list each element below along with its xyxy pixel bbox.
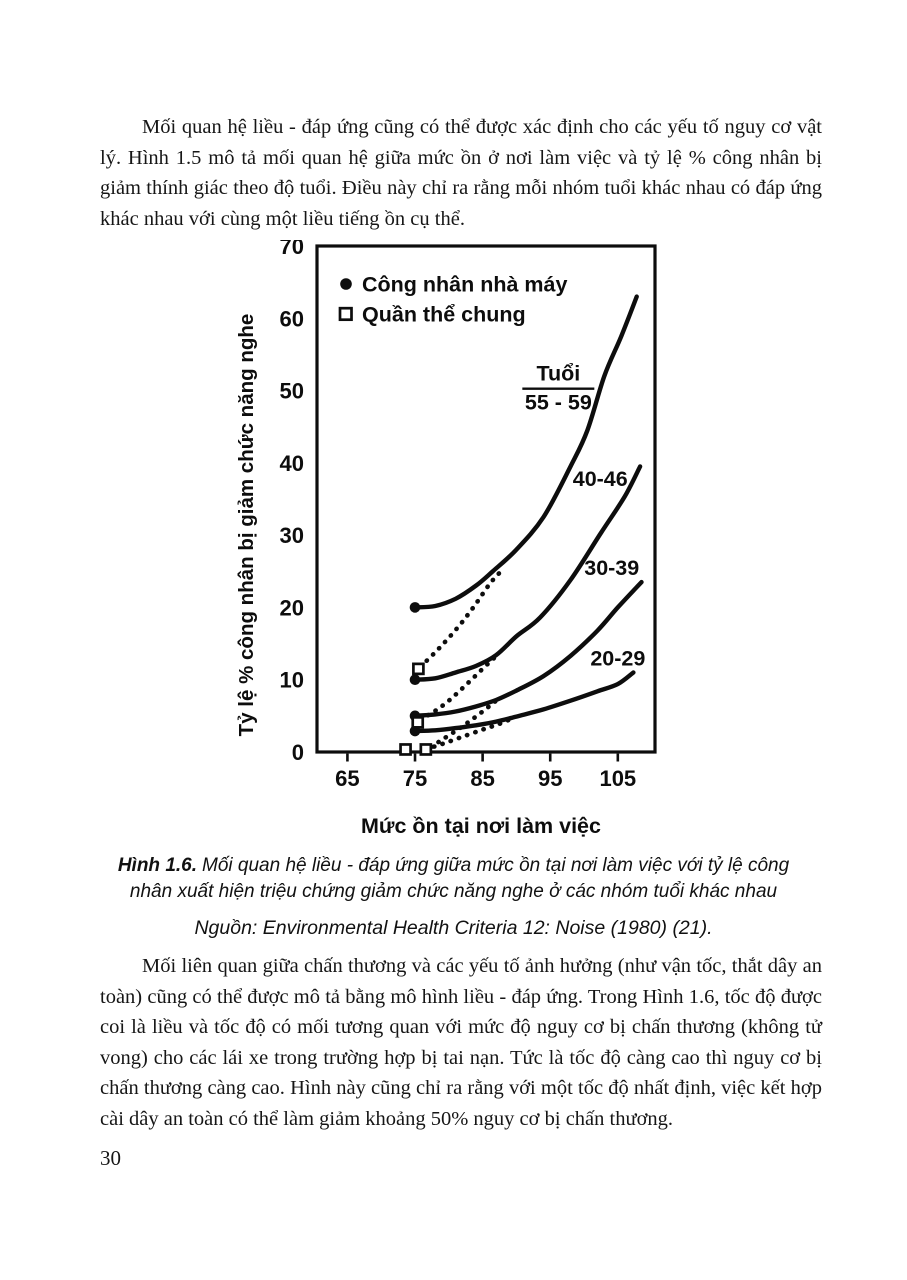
x-axis [335,754,636,791]
x-tick-label: 95 [537,766,563,791]
figure-1-6 [225,240,685,840]
y-tick-label: 70 [279,240,304,259]
curve-label-20-29: 20-29 [590,646,646,671]
y-tick-label: 10 [279,667,304,693]
age-annotation-range: 55 - 59 [524,390,592,415]
age-annotation [522,362,594,415]
y-tick-label: 20 [279,595,304,621]
dotted-curve-55-59 [420,572,500,667]
legend [340,273,568,327]
factory-worker-point [410,674,421,685]
figure-source: Nguồn: Environmental Health Criteria 12: Noise (1980) (21). [194,917,713,939]
general-population-point [413,664,423,674]
y-tick-label: 60 [279,306,304,332]
y-axis [280,240,304,765]
y-tick-label: 50 [279,378,304,404]
legend-open-square-icon [340,308,352,320]
figure-caption-label: Hình 1.6. [117,855,198,876]
x-tick-label: 75 [402,766,428,791]
x-tick-label: 65 [335,766,360,791]
y-tick-label: 40 [279,450,304,476]
general-population-point [413,717,423,727]
figure-caption-text: Mối quan hệ liều - đáp ứng giữa mức ồn tại nơi làm việc với tỷ lệ công nhân xuất hiện triệu chứng giảm chức năng nghe ở các nhóm tuổi khác nhau [129,855,790,902]
y-tick-label: 0 [291,740,304,765]
paragraph-1: Mối quan hệ liều - đáp ứng cũng có thể được xác định cho các yếu tố nguy cơ vật lý. Hình 1.5 mô tả mối quan hệ giữa mức ồn ở nơi làm việc và tỷ lệ % công nhân bị giảm thính giác theo độ tuổi. Điều này chỉ ra rằng mỗi nhóm tuổi khác nhau có đáp ứng khác nhau với cùng một liều tiếng ồn cụ thể. [100,116,822,230]
x-axis-title: Mức ồn tại nơi làm việc [361,814,601,838]
legend-filled-circle-icon [340,278,352,290]
y-tick-label: 30 [279,523,304,549]
legend-label: Quần thể chung [362,302,526,327]
figure-caption [96,853,811,905]
age-annotation-title: Tuổi [536,361,581,386]
x-tick-label: 105 [599,766,637,791]
legend-label: Công nhân nhà máy [362,272,568,297]
general-population-point [401,744,411,754]
noise-dose-response-chart [225,240,685,840]
x-tick-label: 85 [470,766,495,791]
page-number: 30 [100,1146,121,1170]
factory-worker-curves [415,297,645,731]
curve-label-40-46: 40-46 [572,467,628,492]
paragraph-2: Mối liên quan giữa chấn thương và các yếu tố ảnh hưởng (như vận tốc, thắt dây an toàn) cũng có thể được mô tả bằng mô hình liều - đáp ứng. Trong Hình 1.6, tốc độ được coi là liều và tốc độ có mối tương quan với mức độ nguy cơ bị chấn thương (không tử vong) cho các lái xe trong trường hợp bị tai nạn. Tức là tốc độ càng cao thì nguy cơ bị chấn thương càng cao. Hình này cũng chỉ ra rằng với một tốc độ nhất định, việc kết hợp cài dây an toàn có thể làm giảm khoảng 50% nguy cơ bị chấn thương. [100,955,822,1130]
y-axis-title: Tỷ lệ % công nhân bị giảm chức năng nghe [235,313,258,737]
general-population-point [421,744,431,754]
factory-worker-point [410,602,421,613]
curve-label-30-39: 30-39 [584,555,640,580]
